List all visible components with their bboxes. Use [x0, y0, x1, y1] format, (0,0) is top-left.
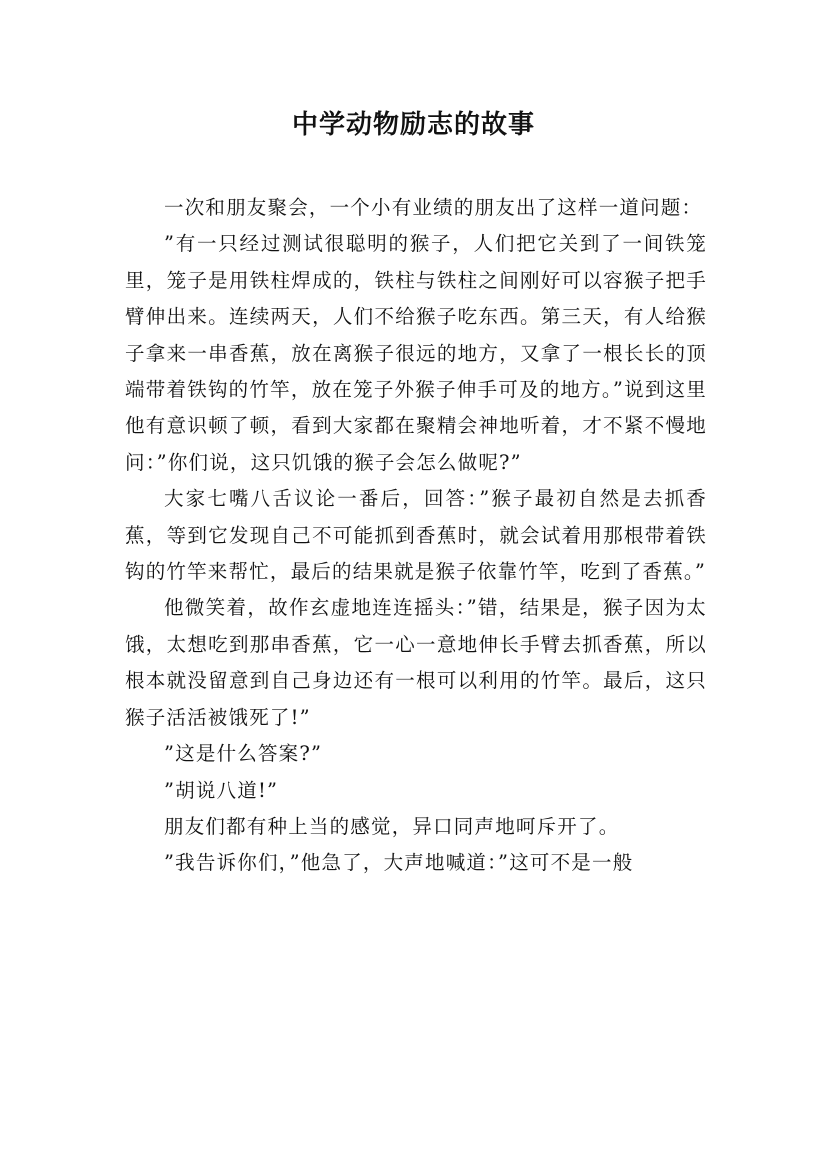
- document-body: [125, 190, 707, 882]
- paragraph-4: 他微笑着，故作玄虚地连连摇头：”错，结果是，猴子因为太饿，太想吃到那串香蕉，它一心一意地伸长手臂去抓香蕉，所以根本就没留意到自己身边还有一根可以利用的竹竿。最后，这只猴子活活被饿死了!”: [125, 596, 707, 729]
- paragraph-5: ”这是什么答案?”: [164, 742, 323, 766]
- paragraph-8: ”我告诉你们，”他急了，大声地喊道：”这可不是一般: [164, 851, 634, 875]
- document-title: 中学动物励志的故事: [291, 110, 535, 140]
- paragraph-2: ”有一只经过测试很聪明的猴子，人们把它关到了一间铁笼里，笼子是用铁柱焊成的，铁柱与铁柱之间刚好可以容猴子把手臂伸出来。连续两天，人们不给猴子吃东西。第三天，有人给猴子拿来一串香蕉，放在离猴子很远的地方，又拿了一根长长的顶端带着铁钩的竹竿，放在笼子外猴子伸手可及的地方。”说到这里他有意识顿了顿，看到大家都在聚精会神地听着，才不紧不慢地问：”你们说，这只饥饿的猴子会怎么做呢?”: [125, 232, 707, 474]
- paragraph-1: 一次和朋友聚会，一个小有业绩的朋友出了这样一道问题：: [164, 196, 703, 219]
- paragraph-6: ”胡说八道!”: [164, 778, 279, 802]
- paragraph-3: 大家七嘴八舌议论一番后，回答：”猴子最初自然是去抓香蕉，等到它发现自己不可能抓到香蕉时，就会试着用那根带着铁钩的竹竿来帮忙，最后的结果就是猴子依靠竹竿，吃到了香蕉。”: [125, 487, 707, 584]
- paragraph-7: 朋友们都有种上当的感觉，异口同声地呵斥开了。: [164, 814, 620, 838]
